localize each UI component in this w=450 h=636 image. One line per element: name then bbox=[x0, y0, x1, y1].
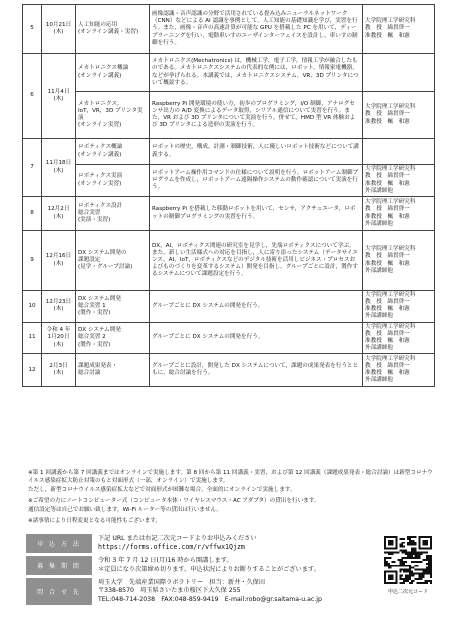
session-description: グループごとに DX システムの開発を行う。 bbox=[150, 291, 363, 323]
apply-url-link[interactable]: https://forms.office.com/r/vffwx1Qjzm bbox=[98, 543, 245, 552]
contact-phone-email[interactable]: TEL:048-714-2038 FAX:048-859-9419 E-mail:robo@gr.saitama-u.ac.jp bbox=[98, 595, 322, 603]
note-4: 通信設定等は自己でお願い致します。Wi-Fi ルーター等の貸出は行いません。 bbox=[28, 507, 223, 514]
schedule-row bbox=[23, 165, 435, 197]
session-date: 12月16日 (木) bbox=[42, 231, 76, 291]
schedule-row bbox=[23, 354, 435, 387]
session-date: 12月2日 (木) bbox=[42, 197, 76, 231]
schedule-row bbox=[23, 291, 435, 323]
session-date: 11月18日 (木) bbox=[42, 139, 76, 197]
schedule-row bbox=[23, 92, 435, 139]
contact-value bbox=[92, 578, 366, 605]
session-title: メカトロニクス概論 (オンライン講義) bbox=[76, 54, 150, 92]
session-date: 11月4日 (木) bbox=[42, 54, 76, 139]
session-number: 10 bbox=[23, 291, 42, 323]
schedule-table bbox=[22, 4, 435, 387]
session-date: 12月23日 (木) bbox=[42, 291, 76, 323]
notes bbox=[28, 470, 438, 528]
session-number: 9 bbox=[23, 231, 42, 291]
note-3: ※ご希望の方にノートコンピューター式（コンピュータ本体・ワイヤレスマウス・AC アダプタ）の貸出を行います。 bbox=[28, 497, 320, 504]
contact-label: 問 合 せ 先 bbox=[26, 578, 92, 605]
session-lecturer: 大学院理工学研究科 教 授 綿貫啓一 准教授 楓 和憲 外部講師他 bbox=[363, 197, 435, 231]
session-lecturer bbox=[363, 54, 435, 92]
session-title: 課題成果発表・ 総合討論 bbox=[76, 354, 150, 387]
apply-row bbox=[26, 534, 366, 553]
session-description: グループごとに設計，開発した DX システムについて，課題の成果発表を行うとともに，総合討論を行う。 bbox=[150, 354, 363, 387]
session-description: グループごとに DX システムの開発を行う。 bbox=[150, 322, 363, 354]
session-lecturer: 大学院理工学研究科 教 授 綿貫啓一 准教授 楓 和憲 bbox=[363, 5, 435, 54]
session-description: 画像認識・音声認識の分野で活用されている畳み込みニューラルネットワーク（CNN）などによる AI 認識を事例として，人工知能の基礎知識を学び，実習を行う。また，画像・音声の高速計算が可能な GPU を搭載した PC を用いて，ディープラーニングを行い，電動車いすのユーザインターフェイスを設計し，車いすの制御を行う。 bbox=[150, 5, 363, 54]
session-date: 2月3日 (木) bbox=[42, 354, 76, 387]
session-description: ロボットアーム操作用コマンドの仕様について説明を行う。ロボットアーム制御プログラムを作成し，ロボットアーム遠隔操作システムの動作確認について実演を行う。 bbox=[150, 165, 363, 197]
session-title: DX システム開発 総合実習 1 (製作・実習) bbox=[76, 291, 150, 323]
contact-address: 〒338-8570 埼玉県さいたま市桜区下大久保 255 bbox=[98, 587, 241, 595]
session-number: 7 bbox=[23, 139, 42, 197]
session-lecturer: 大学院理工学研究科 教 授 綿貫啓一 准教授 楓 和憲 外部講師他 bbox=[363, 165, 435, 197]
session-number: 5 bbox=[23, 5, 42, 54]
session-description: メカトロニクス(Mechatronics) は，機械工学，電子工学，情報工学が融合したものである。メカトロニクスシステムの代表的な例には，ロボット，情報家電機器，などが挙げられる。本講義では，メカトロニクスシステム，VR，3D プリンタについて概説する。 bbox=[150, 54, 363, 92]
session-date: 令和 4 年 1月20日 (木) bbox=[42, 322, 76, 354]
contact-org: 埼玉大学 先端産業国際ラボラトリー 担当：新井・久保田 bbox=[98, 578, 266, 586]
schedule-row bbox=[23, 54, 435, 92]
session-date: 10月21日 (木) bbox=[42, 5, 76, 54]
session-title: ロボティクス実演 (オンライン実習) bbox=[76, 165, 150, 197]
session-description: ロボットの歴史，構成，計測・制御技術，人に優しいロボット技術などについて講義する。 bbox=[150, 139, 363, 165]
schedule-row bbox=[23, 231, 435, 291]
period-label: 募 集 期 間 bbox=[26, 556, 92, 575]
session-number: 6 bbox=[23, 54, 42, 139]
info-section bbox=[26, 534, 366, 608]
note-5: ※諸事情により日程変更となる可能性もございます。 bbox=[28, 517, 161, 524]
period-row bbox=[26, 556, 366, 575]
apply-value bbox=[92, 534, 366, 553]
schedule-row bbox=[23, 322, 435, 354]
session-number: 11 bbox=[23, 322, 42, 354]
schedule-body bbox=[23, 5, 435, 387]
session-title: メカトロニクス, IoT，VR，3D プリンタ実演 (オンライン実習) bbox=[76, 92, 150, 139]
session-title: DX システム開発の 課題設定 (見学・グループ討論) bbox=[76, 231, 150, 291]
session-number: 12 bbox=[23, 354, 42, 387]
note-1: ※第 1 回講義から第 7 回講義まではオンラインで実施します。第 8 回から第 11 回講義・実習，および第 12 回講義（課題成果発表・総合討論）は新型コロナウイルス感染症拡大防止対策のもと対面形式（一部，オンライン）で実施します。 bbox=[28, 470, 433, 484]
session-lecturer bbox=[363, 139, 435, 165]
session-title: ロボティクス設計 総合実習 (実演・実習) bbox=[76, 197, 150, 231]
session-number: 8 bbox=[23, 197, 42, 231]
period-note: ＊定員になり次第締め切ります。申込状況によりお断りすることがございます。 bbox=[98, 565, 320, 573]
session-title: DX システム開発 総合実習 2 (製作・実習) bbox=[76, 322, 150, 354]
schedule-row bbox=[23, 197, 435, 231]
session-description: Raspberry Pi を搭載した移動ロボットを用いて，センサ，アクチュエータ，ロボットの制御プログラミングの実習を行う。 bbox=[150, 197, 363, 231]
session-description: Raspberry Pi 開発環境の使い方，初歩のプログラミング，I/O 制御，アナログセンサ出力の A/D 変換によるデータ取得，シリアル通信について実習を行う。また，VR および 3D プリンタについて実演を行う。併せて，HMD 型 VR 体験および 3D プリンタによる造形の実演を行う。 bbox=[150, 92, 363, 139]
session-description: DX，AI，ロボティクス関連の研究室を見学し，先端ロボティクスについて学ぶ。また，新しい生活様式への対応を目指し，人に寄り添ったシステム（データサイエンス，AI，IoT，ロボティクスなどのデジタル技術を活用しビジネス・プロセスおよびものづくりを変革するシステム）開発を目指し，グループごとに設計，製作するシステムについて課題設定を行う。 bbox=[150, 231, 363, 291]
session-lecturer: 大学院理工学研究科 教 授 綿貫啓一 准教授 楓 和憲 外部講師他 bbox=[363, 322, 435, 354]
qr-code-image[interactable] bbox=[384, 536, 432, 584]
contact-row bbox=[26, 578, 366, 605]
schedule-row bbox=[23, 5, 435, 54]
note-2: ただし，新型コロナウイルス感染症拡大などで対面形式が困難な場合，全面的にオンラインで実施します。 bbox=[28, 487, 296, 494]
apply-label: 申 込 方 法 bbox=[26, 534, 92, 553]
period-value bbox=[92, 556, 366, 575]
apply-text: 下記 URL または右記二次元コードよりお申込みください bbox=[98, 535, 257, 542]
qr-caption: 申込二次元コード bbox=[387, 589, 428, 595]
session-lecturer: 大学院理工学研究科 教 授 綿貫啓一 准教授 楓 和憲 外部講師他 bbox=[363, 291, 435, 323]
period-text: 令和 3 年 7 月 12 日(月)16 時から開講します。 bbox=[98, 557, 233, 565]
session-lecturer: 大学院理工学研究科 教 授 綿貫啓一 准教授 楓 和憲 外部講師他 bbox=[363, 354, 435, 387]
session-title: 人工知能の応用 (オンライン講義・実習) bbox=[76, 5, 150, 54]
schedule-row bbox=[23, 139, 435, 165]
session-lecturer: 大学院理工学研究科 教 授 綿貫啓一 准教授 楓 和憲 外部講師他 bbox=[363, 231, 435, 291]
session-title: ロボティクス概論 (オンライン講義) bbox=[76, 139, 150, 165]
session-lecturer: 大学院理工学研究科 教 授 綿貫啓一 准教授 楓 和憲 bbox=[363, 92, 435, 139]
